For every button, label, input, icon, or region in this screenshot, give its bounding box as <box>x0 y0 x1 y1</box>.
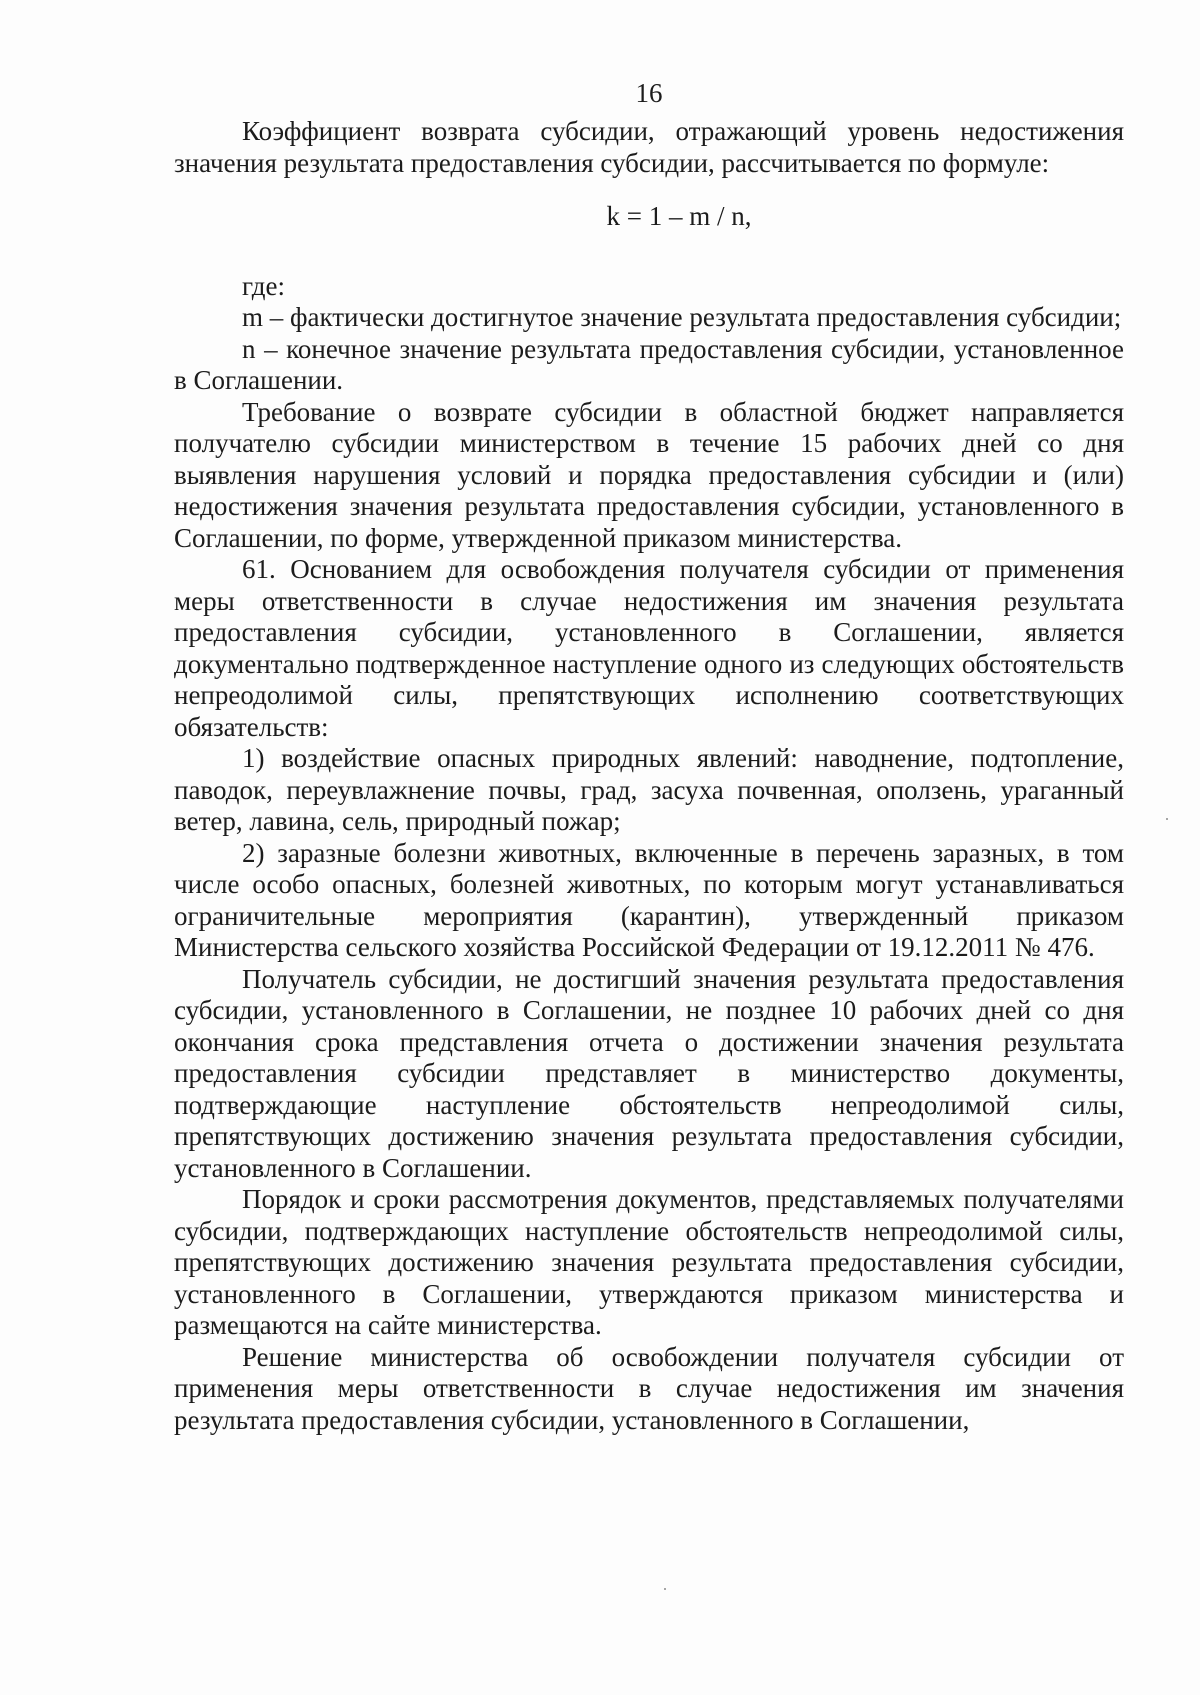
page-number: 16 <box>635 78 663 108</box>
definition-m: m – фактически достигнутое значение результата предоставления субсидии; <box>242 302 1122 332</box>
requirement-paragraph: Требование о возврате субсидии в областной бюджет направляется получателю субсидии министерством в течение 15 рабочих дней со дня выявления нарушения условий и порядка предоставления субсидии и (или) недостижения значения результата предоставления субсидии, установленного в Соглашении, по форме, утвержденной приказом министерства. <box>174 396 1124 553</box>
decision-paragraph: Решение министерства об освобождении получателя субсидии от применения меры ответственности в случае недостижения им значения результата предоставления субсидии, установленного в Соглашении, <box>174 1341 1124 1435</box>
item-61-paragraph: 61. Основанием для освобождения получателя субсидии от применения меры ответственности в случае недостижения им значения результата предоставления субсидии, установленного в Соглашении, является документально подтвержденное наступление одного из следующих обстоятельств непреодолимой силы, препятствующих исполнению соответствующих обязательств: <box>174 554 1124 742</box>
recipient-paragraph: Получатель субсидии, не достигший значения результата предоставления субсидии, установленного в Соглашении, не позднее 10 рабочих дней со дня окончания срока представления отчета о достижении значения результата предоставления субсидии представляет в министерство документы, подтверждающие наступление обстоятельств непреодолимой силы, препятствующих достижению значения результата предоставления субсидии, установленного в Соглашении. <box>174 963 1124 1183</box>
where-label: где: <box>242 270 285 301</box>
document-body <box>174 78 1124 1436</box>
definition-n: n – конечное значение результата предоставления субсидии, установленное в Соглашении. <box>174 333 1124 395</box>
list-item-1: 1) воздействие опасных природных явлений: наводнение, подтопление, паводок, переувлажнение почвы, град, засуха почвенная, оползень, ураганный ветер, лавина, сель, природный пожар; <box>174 743 1124 836</box>
scan-speck <box>664 1588 666 1590</box>
formula: k = 1 – m / n, <box>606 201 752 231</box>
procedure-paragraph: Порядок и сроки рассмотрения документов, представляемых получателями субсидии, подтверждающих наступление обстоятельств непреодолимой силы, препятствующих достижению значения результата предоставления субсидии, установленного в Соглашении, утверждаются приказом министерства и размещаются на сайте министерства. <box>174 1184 1124 1340</box>
intro-paragraph: Коэффициент возврата субсидии, отражающий уровень недостижения значения результата предоставления субсидии, рассчитывается по формуле: <box>174 116 1124 178</box>
scan-speck <box>1166 818 1168 820</box>
list-item-2: 2) заразные болезни животных, включенные в перечень заразных, в том числе особо опасных, болезней животных, по которым могут устанавливаться ограничительные мероприятия (карантин), утвержденный приказом Министерства сельского хозяйства Российской Федерации от 19.12.2011 № 476. <box>174 837 1124 962</box>
